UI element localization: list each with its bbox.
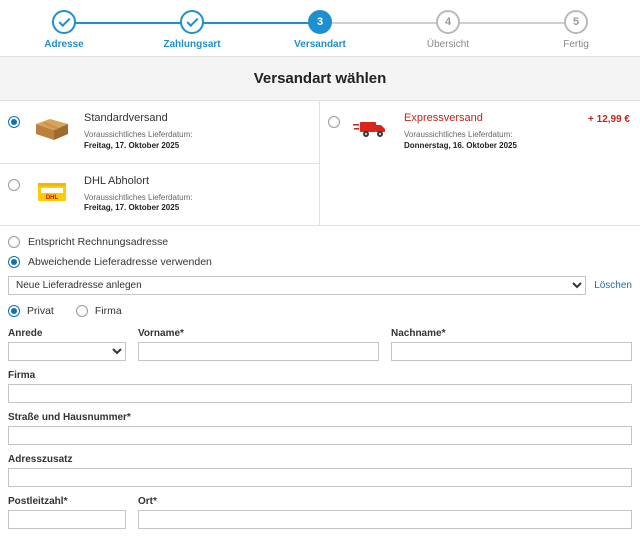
stepper-connector-1-2 bbox=[64, 22, 192, 24]
shipping-standardversand-name: Standardversand bbox=[84, 112, 168, 124]
radio-company[interactable] bbox=[76, 305, 88, 317]
option-different-delivery[interactable] bbox=[8, 256, 632, 268]
stepper-step-uebersicht[interactable] bbox=[384, 6, 512, 50]
customer-type-row bbox=[8, 305, 632, 317]
firma-input[interactable] bbox=[8, 384, 632, 403]
label-nachname: Nachname* bbox=[391, 328, 446, 340]
stepper-step-zahlungsart[interactable] bbox=[128, 6, 256, 50]
field-nachname bbox=[391, 328, 632, 361]
shipping-option-standardversand[interactable] bbox=[0, 101, 319, 163]
customer-type-private[interactable] bbox=[8, 305, 54, 317]
postleitzahl-input[interactable] bbox=[8, 510, 126, 529]
shipping-express-delivery-label: Voraussichtliches Lieferdatum: bbox=[404, 130, 513, 139]
field-strasse bbox=[8, 412, 632, 445]
shipping-express-price: + 12,99 € bbox=[588, 114, 630, 125]
radio-same-as-billing[interactable] bbox=[8, 236, 20, 248]
field-adresszusatz bbox=[8, 454, 632, 487]
label-firma: Firma bbox=[8, 370, 36, 382]
anrede-select[interactable] bbox=[8, 342, 126, 361]
page-title: Versandart wählen bbox=[253, 70, 387, 87]
stepper-bubble-3: 3 bbox=[308, 10, 332, 34]
svg-text:DHL: DHL bbox=[45, 194, 59, 201]
shipping-standardversand-delivery-date bbox=[84, 141, 309, 152]
name-fields-row bbox=[8, 328, 632, 370]
label-ort: Ort* bbox=[138, 496, 157, 508]
adresszusatz-input[interactable] bbox=[8, 468, 632, 487]
shipping-express-name: Expressversand bbox=[404, 112, 483, 124]
dhl-packstation-icon bbox=[30, 175, 74, 207]
stepper-label-4: Übersicht bbox=[426, 39, 470, 50]
shipping-option-dhl-abholort[interactable] bbox=[0, 163, 319, 226]
delete-address-link[interactable]: Löschen bbox=[594, 280, 632, 292]
stepper-step-versandart[interactable] bbox=[256, 6, 384, 50]
stepper-label-3: Versandart bbox=[294, 39, 346, 50]
check-icon bbox=[186, 14, 198, 26]
checkout-stepper bbox=[0, 0, 640, 57]
stepper-bubble-1 bbox=[52, 10, 76, 34]
stepper-connector-2-3 bbox=[192, 22, 320, 24]
strasse-input[interactable] bbox=[8, 426, 632, 445]
shipping-dhl-name: DHL Abholort bbox=[84, 174, 150, 187]
field-ort bbox=[138, 496, 632, 529]
shipping-dhl-texts bbox=[84, 175, 309, 215]
label-vorname: Vorname* bbox=[138, 328, 184, 340]
shipping-dhl-delivery-label: Voraussichtliches Lieferdatum: bbox=[84, 192, 193, 202]
field-firma bbox=[8, 370, 632, 403]
label-company: Firma bbox=[94, 305, 122, 318]
option-same-as-billing[interactable] bbox=[8, 236, 632, 248]
field-postleitzahl bbox=[8, 496, 126, 529]
label-anrede: Anrede bbox=[8, 328, 43, 340]
radio-private[interactable] bbox=[8, 305, 20, 317]
nachname-input[interactable] bbox=[391, 342, 632, 361]
stepper-label-1: Adresse bbox=[44, 39, 84, 50]
field-anrede bbox=[8, 328, 126, 361]
label-different-delivery: Abweichende Lieferadresse verwenden bbox=[28, 256, 212, 269]
stepper-bubble-2 bbox=[180, 10, 204, 34]
parcel-box-icon bbox=[30, 112, 74, 144]
field-vorname bbox=[138, 328, 379, 361]
shipping-standardversand-date-value: Freitag, 17. Oktober 2025 bbox=[84, 140, 180, 150]
label-same-as-billing: Entspricht Rechnungsadresse bbox=[28, 236, 169, 249]
shipping-standardversand-delivery-label: Voraussichtliches Lieferdatum: bbox=[84, 130, 193, 139]
ort-input[interactable] bbox=[138, 510, 632, 529]
shipping-standardversand-texts bbox=[84, 112, 309, 152]
label-adresszusatz: Adresszusatz bbox=[8, 454, 73, 466]
express-truck-icon bbox=[350, 112, 394, 144]
shipping-option-expressversand[interactable] bbox=[320, 101, 640, 163]
radio-standardversand[interactable] bbox=[8, 116, 20, 128]
stepper-step-fertig[interactable] bbox=[512, 6, 640, 50]
radio-dhl-abholort[interactable] bbox=[8, 179, 20, 191]
shipping-dhl-delivery-date bbox=[84, 203, 309, 214]
shipping-express-date-value: Donnerstag, 16. Oktober 2025 bbox=[404, 140, 517, 150]
vorname-input[interactable] bbox=[138, 342, 379, 361]
stepper-label-5: Fertig bbox=[563, 39, 589, 50]
stepper-connector-3-4 bbox=[320, 22, 448, 24]
city-fields-row bbox=[8, 496, 632, 538]
shipping-express-delivery-date bbox=[404, 141, 582, 152]
label-strasse: Straße und Hausnummer* bbox=[8, 412, 131, 424]
shipping-options bbox=[0, 101, 640, 226]
shipping-column-right bbox=[320, 101, 640, 225]
stepper-connector-4-5 bbox=[448, 22, 576, 24]
label-private: Privat bbox=[27, 305, 54, 318]
customer-type-company[interactable] bbox=[76, 305, 122, 317]
address-select-row bbox=[8, 276, 632, 295]
shipping-column-left bbox=[0, 101, 320, 225]
page-title-bar bbox=[0, 57, 640, 101]
radio-different-delivery[interactable] bbox=[8, 256, 20, 268]
stepper-step-adresse[interactable] bbox=[0, 6, 128, 50]
check-icon bbox=[58, 14, 70, 26]
stepper-bubble-4: 4 bbox=[436, 10, 460, 34]
shipping-dhl-date-value: Freitag, 17. Oktober 2025 bbox=[84, 203, 180, 213]
stepper-steps bbox=[0, 6, 640, 56]
radio-expressversand[interactable] bbox=[328, 116, 340, 128]
address-select[interactable] bbox=[8, 276, 586, 295]
stepper-bubble-5: 5 bbox=[564, 10, 588, 34]
delivery-address-section bbox=[0, 226, 640, 538]
label-postleitzahl: Postleitzahl* bbox=[8, 496, 68, 508]
stepper-label-2: Zahlungsart bbox=[163, 39, 221, 50]
shipping-express-texts bbox=[404, 112, 582, 152]
